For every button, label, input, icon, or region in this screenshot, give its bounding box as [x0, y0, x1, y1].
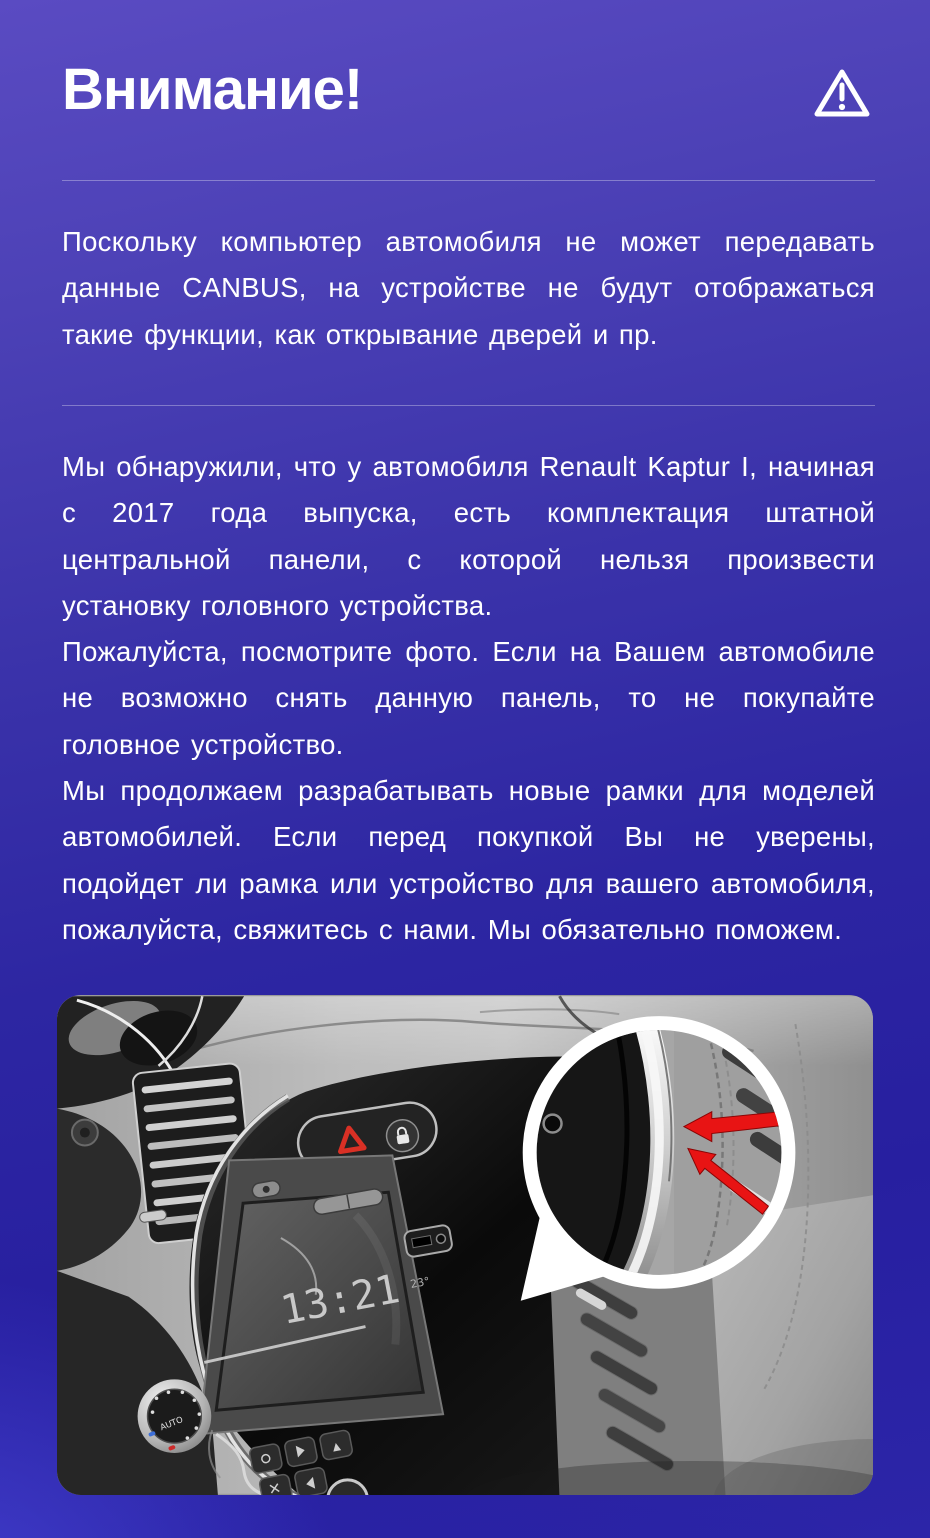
knob-auto-label: AUTO: [158, 1414, 185, 1433]
divider: [62, 180, 875, 181]
temperature-display: 23°: [409, 1274, 431, 1291]
kaptur-paragraphs: [62, 444, 875, 953]
page-title: Внимание!: [62, 57, 363, 122]
clock-display: 13:21: [277, 1265, 404, 1334]
canbus-text: Поскольку компьютер автомобиля не может передавать данные CANBUS, на устройстве не будут отображаться такие функции, как открывание дверей и пр.: [62, 226, 875, 350]
canbus-paragraph: [62, 219, 875, 358]
kaptur-text-2: Пожалуйста, посмотрите фото. Если на Вашем автомобиле не возможно снять данную панель, то не покупайте головное устройство.: [62, 636, 875, 760]
dashboard-photo: [57, 995, 873, 1495]
warning-triangle-icon: [811, 64, 873, 124]
kaptur-text-1: Мы обнаружили, что у автомобиля Renault Kaptur I, начиная с 2017 года выпуска, есть комплектация штатной центральной панели, с которой нельзя произвести установку головного устройства.: [62, 451, 875, 621]
climate-knob: [138, 1379, 212, 1453]
kaptur-text-3: Мы продолжаем разрабатывать новые рамки для моделей автомобилей. Если перед покупкой Вы не уверены, подойдет ли рамка или устройство для вашего автомобиля, пожалуйста, свяжитесь с нами. Мы обязательно поможем.: [62, 775, 875, 945]
divider: [62, 405, 875, 406]
